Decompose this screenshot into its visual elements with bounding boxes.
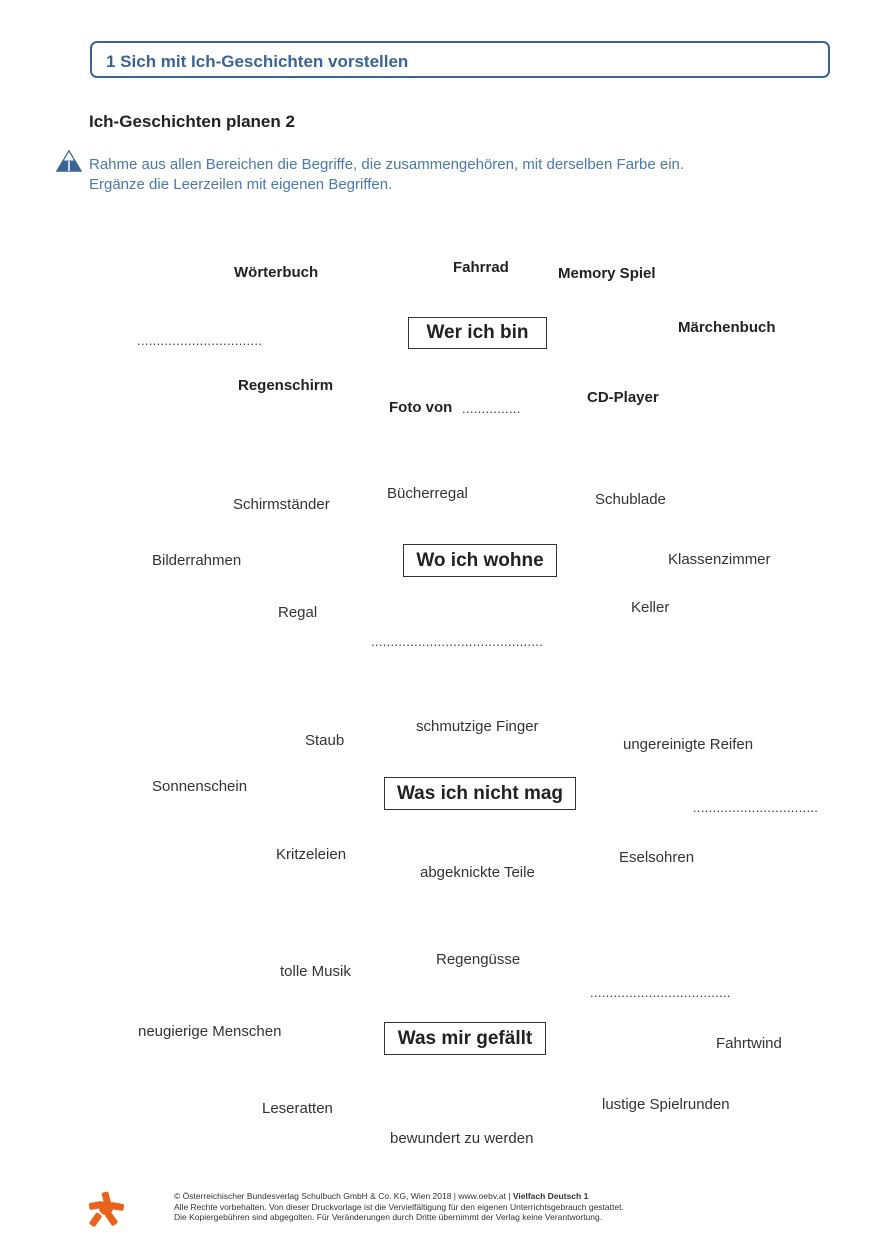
term-buecherregal[interactable]: Bücherregal [387,485,468,502]
footer-line-2: Alle Rechte vorbehalten. Von dieser Druckvorlage ist die Vervielfältigung für den eigenen Unterrichtsgebrauch gestattet. [174,1201,624,1212]
center-box-wer-ich-bin: Wer ich bin [408,317,547,349]
term-keller[interactable]: Keller [631,599,670,616]
term-kritzeleien[interactable]: Kritzeleien [276,846,347,863]
center-box-was-ich-nicht-mag: Was ich nicht mag [384,777,576,810]
term-schublade[interactable]: Schublade [595,491,666,508]
term-eselsohren[interactable]: Eselsohren [619,849,695,866]
footer-book-title: Vielfach Deutsch 1 [512,1191,589,1201]
term-schirmstaender[interactable]: Schirmständer [233,496,330,513]
center-box-wo-ich-wohne: Wo ich wohne [403,544,557,577]
footer-line-1: © Österreichischer Bundesverlag Schulbuch GmbH & Co. KG, Wien 2018 | www.oebv.at | [174,1191,513,1201]
term-regenschirm[interactable]: Regenschirm [238,377,334,394]
term-sonnenschein[interactable]: Sonnenschein [152,778,248,795]
term-staub[interactable]: Staub [305,732,345,749]
term-tolle-musik[interactable]: tolle Musik [280,963,351,980]
blank-line-where[interactable]: ............................................ [371,634,544,649]
center-box-was-mir-gefaellt: Was mir gefällt [384,1022,546,1055]
term-ungereinigte-reifen[interactable]: ungereinigte Reifen [623,736,754,753]
term-fahrrad[interactable]: Fahrrad [453,259,509,276]
term-bilderrahmen[interactable]: Bilderrahmen [152,552,242,569]
term-leseratten[interactable]: Leseratten [262,1100,333,1117]
term-regenguesse[interactable]: Regengüsse [436,951,521,968]
blank-line-like[interactable]: .................................... [590,985,731,1000]
term-abgeknickte-teile[interactable]: abgeknickte Teile [420,864,535,881]
term-fahrtwind[interactable]: Fahrtwind [716,1035,782,1052]
term-lustige-spielrunden[interactable]: lustige Spielrunden [602,1096,730,1113]
blank-line-foto[interactable]: ............... [462,401,521,416]
term-memory-spiel[interactable]: Memory Spiel [558,265,656,282]
term-foto-von[interactable]: Foto von [389,399,453,416]
footer-line-3: Die Kopiergebühren sind abgegolten. Für Veränderungen durch Dritte übernimmt der Verlag keine Verantwortung. [174,1212,603,1222]
worksheet-subtitle: Ich-Geschichten planen 2 [89,112,295,131]
term-cd-player[interactable]: CD-Player [587,389,659,406]
footer-copyright [174,1191,624,1223]
blank-line-dislike[interactable]: ................................ [693,800,819,815]
header-box [90,41,830,78]
instruction-line-1: Rahme aus allen Bereichen die Begriffe, die zusammengehören, mit derselben Farbe ein. [89,156,685,173]
term-bewundert-zu-werden[interactable]: bewundert zu werden [390,1130,534,1147]
term-regal[interactable]: Regal [278,604,318,621]
blank-line-who-left[interactable]: ................................ [137,333,263,348]
term-klassenzimmer[interactable]: Klassenzimmer [668,551,771,568]
term-neugierige-menschen[interactable]: neugierige Menschen [138,1023,282,1040]
term-schmutzige-finger[interactable]: schmutzige Finger [416,718,539,735]
pyramid-level-icon [56,150,82,172]
oebv-logo-icon [88,1190,126,1228]
term-woerterbuch[interactable]: Wörterbuch [234,264,319,281]
page-title: 1 Sich mit Ich-Geschichten vorstellen [106,52,409,71]
term-maerchenbuch[interactable]: Märchenbuch [678,319,776,336]
instruction-line-2: Ergänze die Leerzeilen mit eigenen Begriffen. [89,176,393,193]
